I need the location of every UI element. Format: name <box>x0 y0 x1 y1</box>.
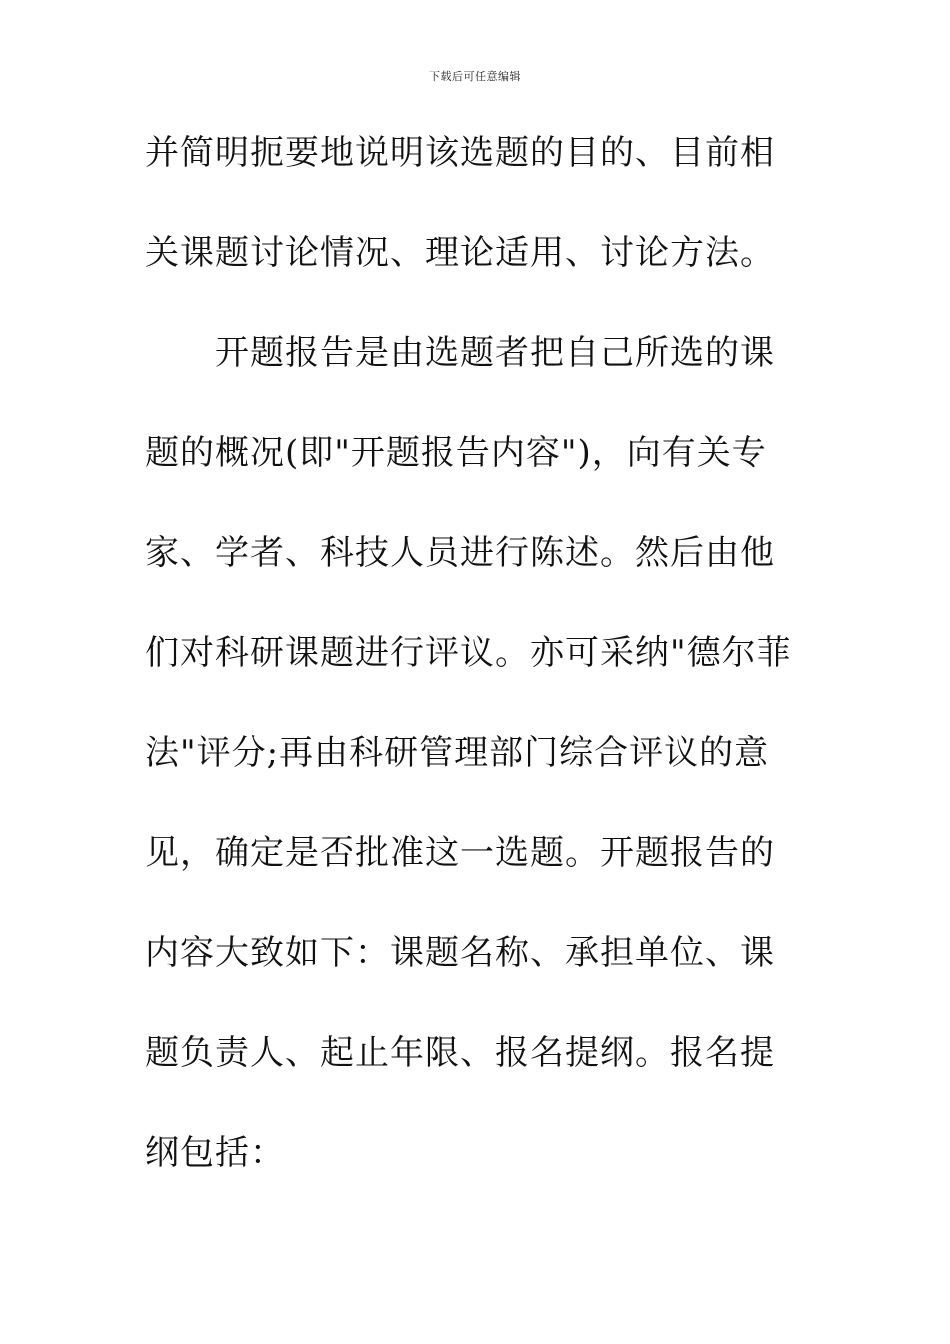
paragraph-line: 关课题讨论情况、理论适用、讨论方法。 <box>145 233 775 273</box>
paragraph-line: 家、学者、科技人员进行陈述。然后由他 <box>145 533 775 573</box>
paragraph-line: 并简明扼要地说明该选题的目的、目前相 <box>145 133 775 173</box>
paragraph-line: 们对科研课题进行评议。亦可采纳"德尔菲 <box>145 633 792 673</box>
paragraph-line: 题负责人、起止年限、报名提纲。报名提 <box>145 1033 775 1073</box>
paragraph-line: 见，确定是否批准这一选题。开题报告的 <box>145 833 775 873</box>
header-note: 下载后可任意编辑 <box>429 70 521 83</box>
paragraph-line-indented: 开题报告是由选题者把自己所选的课 <box>215 333 775 373</box>
paragraph-line: 法"评分;再由科研管理部门综合评议的意 <box>145 733 770 773</box>
paragraph-line: 题的概况(即"开题报告内容")，向有关专 <box>145 433 767 473</box>
paragraph-line: 内容大致如下：课题名称、承担单位、课 <box>145 933 775 973</box>
paragraph-line: 纲包括： <box>145 1133 285 1173</box>
